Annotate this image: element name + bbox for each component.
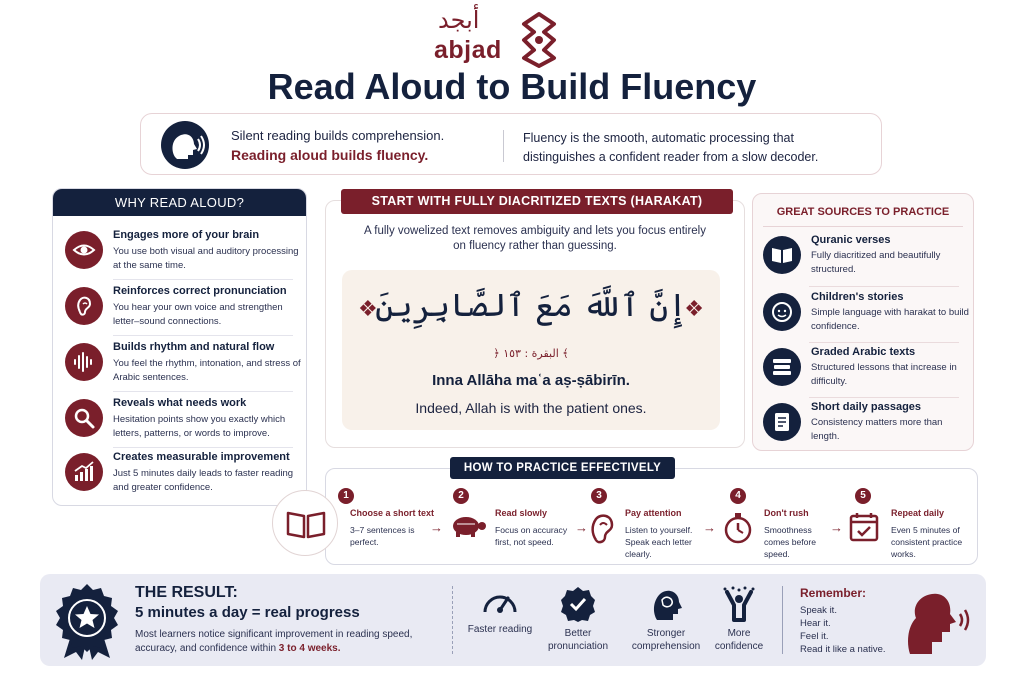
source-desc: Structured lessons that increase in difficulty.: [811, 362, 957, 387]
source-title: Children's stories: [811, 291, 904, 303]
child-face-icon: [763, 293, 801, 331]
benefit-label: Faster reading: [467, 624, 533, 635]
brain-head-icon: [648, 586, 684, 622]
diacritized-heading: START WITH FULLY DIACRITIZED TEXTS (HARAKAT): [341, 189, 733, 214]
how-heading: HOW TO PRACTICE EFFECTIVELY: [450, 457, 675, 479]
why-item-title: Reinforces correct pronunciation: [113, 285, 287, 297]
step-arrow-icon: →: [830, 520, 843, 535]
benefit-item: [460, 586, 540, 636]
step-title: Pay attention: [625, 508, 682, 518]
ornament-right-icon: ❖: [684, 296, 704, 321]
result-divider: [782, 586, 783, 654]
cheering-person-icon: [719, 586, 759, 622]
stopwatch-icon: [720, 510, 756, 551]
practice-step: [447, 488, 577, 560]
verse-translation: Indeed, Allah is with the patient ones.: [415, 400, 647, 416]
logo-knot-icon: [518, 10, 560, 68]
quran-book-icon: [763, 236, 801, 274]
source-title: Short daily passages: [811, 401, 922, 413]
step-title: Choose a short text: [350, 508, 435, 518]
source-item: [763, 291, 968, 343]
intro-line-1: Silent reading builds comprehension.: [231, 128, 445, 143]
benefit-label: Better pronunciation: [547, 628, 609, 652]
page-title: Read Aloud to Build Fluency: [267, 66, 757, 107]
remember-line: Feel it.: [800, 631, 829, 642]
intro-divider: [503, 130, 504, 162]
turtle-icon: [447, 510, 489, 545]
logo-arabic: أبجد: [438, 6, 480, 34]
source-item: [763, 401, 968, 453]
why-item-title: Creates measurable improvement: [113, 451, 290, 463]
remember-line: Read it like a native.: [800, 644, 886, 655]
why-item-desc: You use both visual and auditory processing at the same time.: [113, 246, 299, 271]
growth-chart-icon: [65, 453, 103, 491]
eye-icon: [65, 231, 103, 269]
source-title: Quranic verses: [811, 234, 891, 246]
why-item: [65, 285, 301, 340]
step-desc: Focus on accuracy first, not speed.: [495, 525, 568, 547]
check-badge-icon: [560, 586, 596, 622]
remember-line: Speak it.: [800, 605, 837, 616]
result-divider: [452, 586, 453, 654]
practice-step: [845, 488, 970, 560]
step-arrow-icon: →: [575, 520, 588, 535]
sources-panel: [752, 193, 974, 451]
step-number: 4: [730, 488, 746, 504]
calendar-check-icon: [847, 510, 881, 549]
ornament-left-icon: ❖: [358, 296, 378, 321]
intro-right-text: Fluency is the smooth, automatic processing that distinguishes a confident reader from a slow decoder.: [523, 131, 819, 164]
open-book-icon: [272, 490, 338, 556]
logo-latin: abjad: [434, 36, 502, 64]
verse-reference: ﴿ البقرة : ١٥٣ ﴾: [493, 347, 569, 360]
why-item-title: Reveals what needs work: [113, 397, 247, 409]
why-item-desc: Just 5 minutes daily leads to faster reading and greater confidence.: [113, 468, 294, 493]
why-item-desc: You hear your own voice and strengthen letter–sound connections.: [113, 302, 283, 327]
remember-line: Hear it.: [800, 618, 831, 629]
verse-card: [342, 270, 720, 430]
step-arrow-icon: →: [430, 520, 443, 535]
result-banner: [40, 574, 986, 666]
source-desc: Fully diacritized and beautifully structured.: [811, 250, 941, 275]
step-arrow-icon: →: [703, 520, 716, 535]
step-desc: 3–7 sentences is perfect.: [350, 525, 415, 547]
document-icon: [763, 403, 801, 441]
arabic-verse: إِنَّ ٱللَّهَ مَعَ ٱلصَّابِرِينَ: [375, 286, 687, 324]
why-item-title: Engages more of your brain: [113, 229, 260, 241]
source-item: [763, 234, 968, 286]
soundwave-icon: [65, 343, 103, 381]
magnifier-icon: [65, 399, 103, 437]
result-desc-emphasis: 3 to 4 weeks.: [278, 643, 341, 654]
source-item: [763, 346, 968, 398]
ear-icon: [587, 510, 617, 551]
abjad-logo: [420, 8, 580, 68]
step-number: 5: [855, 488, 871, 504]
step-number: 1: [338, 488, 354, 504]
sources-heading: GREAT SOURCES TO PRACTICE: [776, 206, 950, 218]
step-desc: Listen to yourself. Speak each letter clearly.: [625, 525, 693, 559]
step-title: Repeat daily: [891, 508, 945, 518]
verse-transliteration: Inna Allāha maʿa aṣ-ṣābirīn.: [432, 372, 630, 389]
diacritized-intro: A fully vowelized text removes ambiguity and lets you focus entirely on fluency rather than guessing.: [364, 225, 706, 252]
speedometer-icon: [480, 586, 520, 618]
step-number: 2: [453, 488, 469, 504]
practice-step: [585, 488, 715, 560]
step-title: Don't rush: [764, 508, 809, 518]
why-item-desc: Hesitation points show you exactly which letters, patterns, or words to improve.: [113, 414, 286, 439]
source-desc: Simple language with harakat to build confidence.: [811, 307, 969, 332]
step-number: 3: [591, 488, 607, 504]
books-stack-icon: [763, 348, 801, 386]
remember-heading: Remember:: [800, 586, 867, 600]
why-item-title: Builds rhythm and natural flow: [113, 341, 275, 353]
speaking-person-icon: [902, 586, 978, 659]
benefit-label: More confidence: [714, 628, 764, 652]
result-heading: THE RESULT:: [135, 584, 238, 601]
result-desc-text: Most learners notice significant improvement in reading speed, accuracy, and confidence within: [135, 629, 413, 654]
why-read-aloud-panel: [52, 188, 307, 506]
why-item-desc: You feel the rhythm, intonation, and stress of Arabic sentences.: [113, 358, 301, 383]
speaking-head-icon: [161, 121, 209, 169]
step-desc: Smoothness comes before speed.: [764, 525, 817, 559]
benefit-item: [538, 586, 618, 653]
benefit-label: Stronger comprehension: [631, 628, 701, 652]
intro-line-2: Reading aloud builds fluency.: [231, 147, 429, 163]
why-item: [65, 451, 301, 506]
benefit-item: [626, 586, 706, 653]
ear-icon: [65, 287, 103, 325]
why-item: [65, 397, 301, 452]
why-heading: WHY READ ALOUD?: [53, 189, 306, 216]
result-desc: [135, 628, 435, 656]
step-desc: Even 5 minutes of consistent practice works.: [891, 525, 963, 559]
why-item: [65, 341, 301, 396]
source-desc: Consistency matters more than length.: [811, 417, 943, 442]
source-title: Graded Arabic texts: [811, 346, 916, 358]
benefit-item: [708, 586, 770, 653]
result-subheading: 5 minutes a day = real progress: [135, 604, 360, 621]
step-title: Read slowly: [495, 508, 548, 518]
award-medal-icon: [52, 582, 122, 665]
why-item: [65, 229, 301, 284]
intro-card: [140, 113, 882, 175]
